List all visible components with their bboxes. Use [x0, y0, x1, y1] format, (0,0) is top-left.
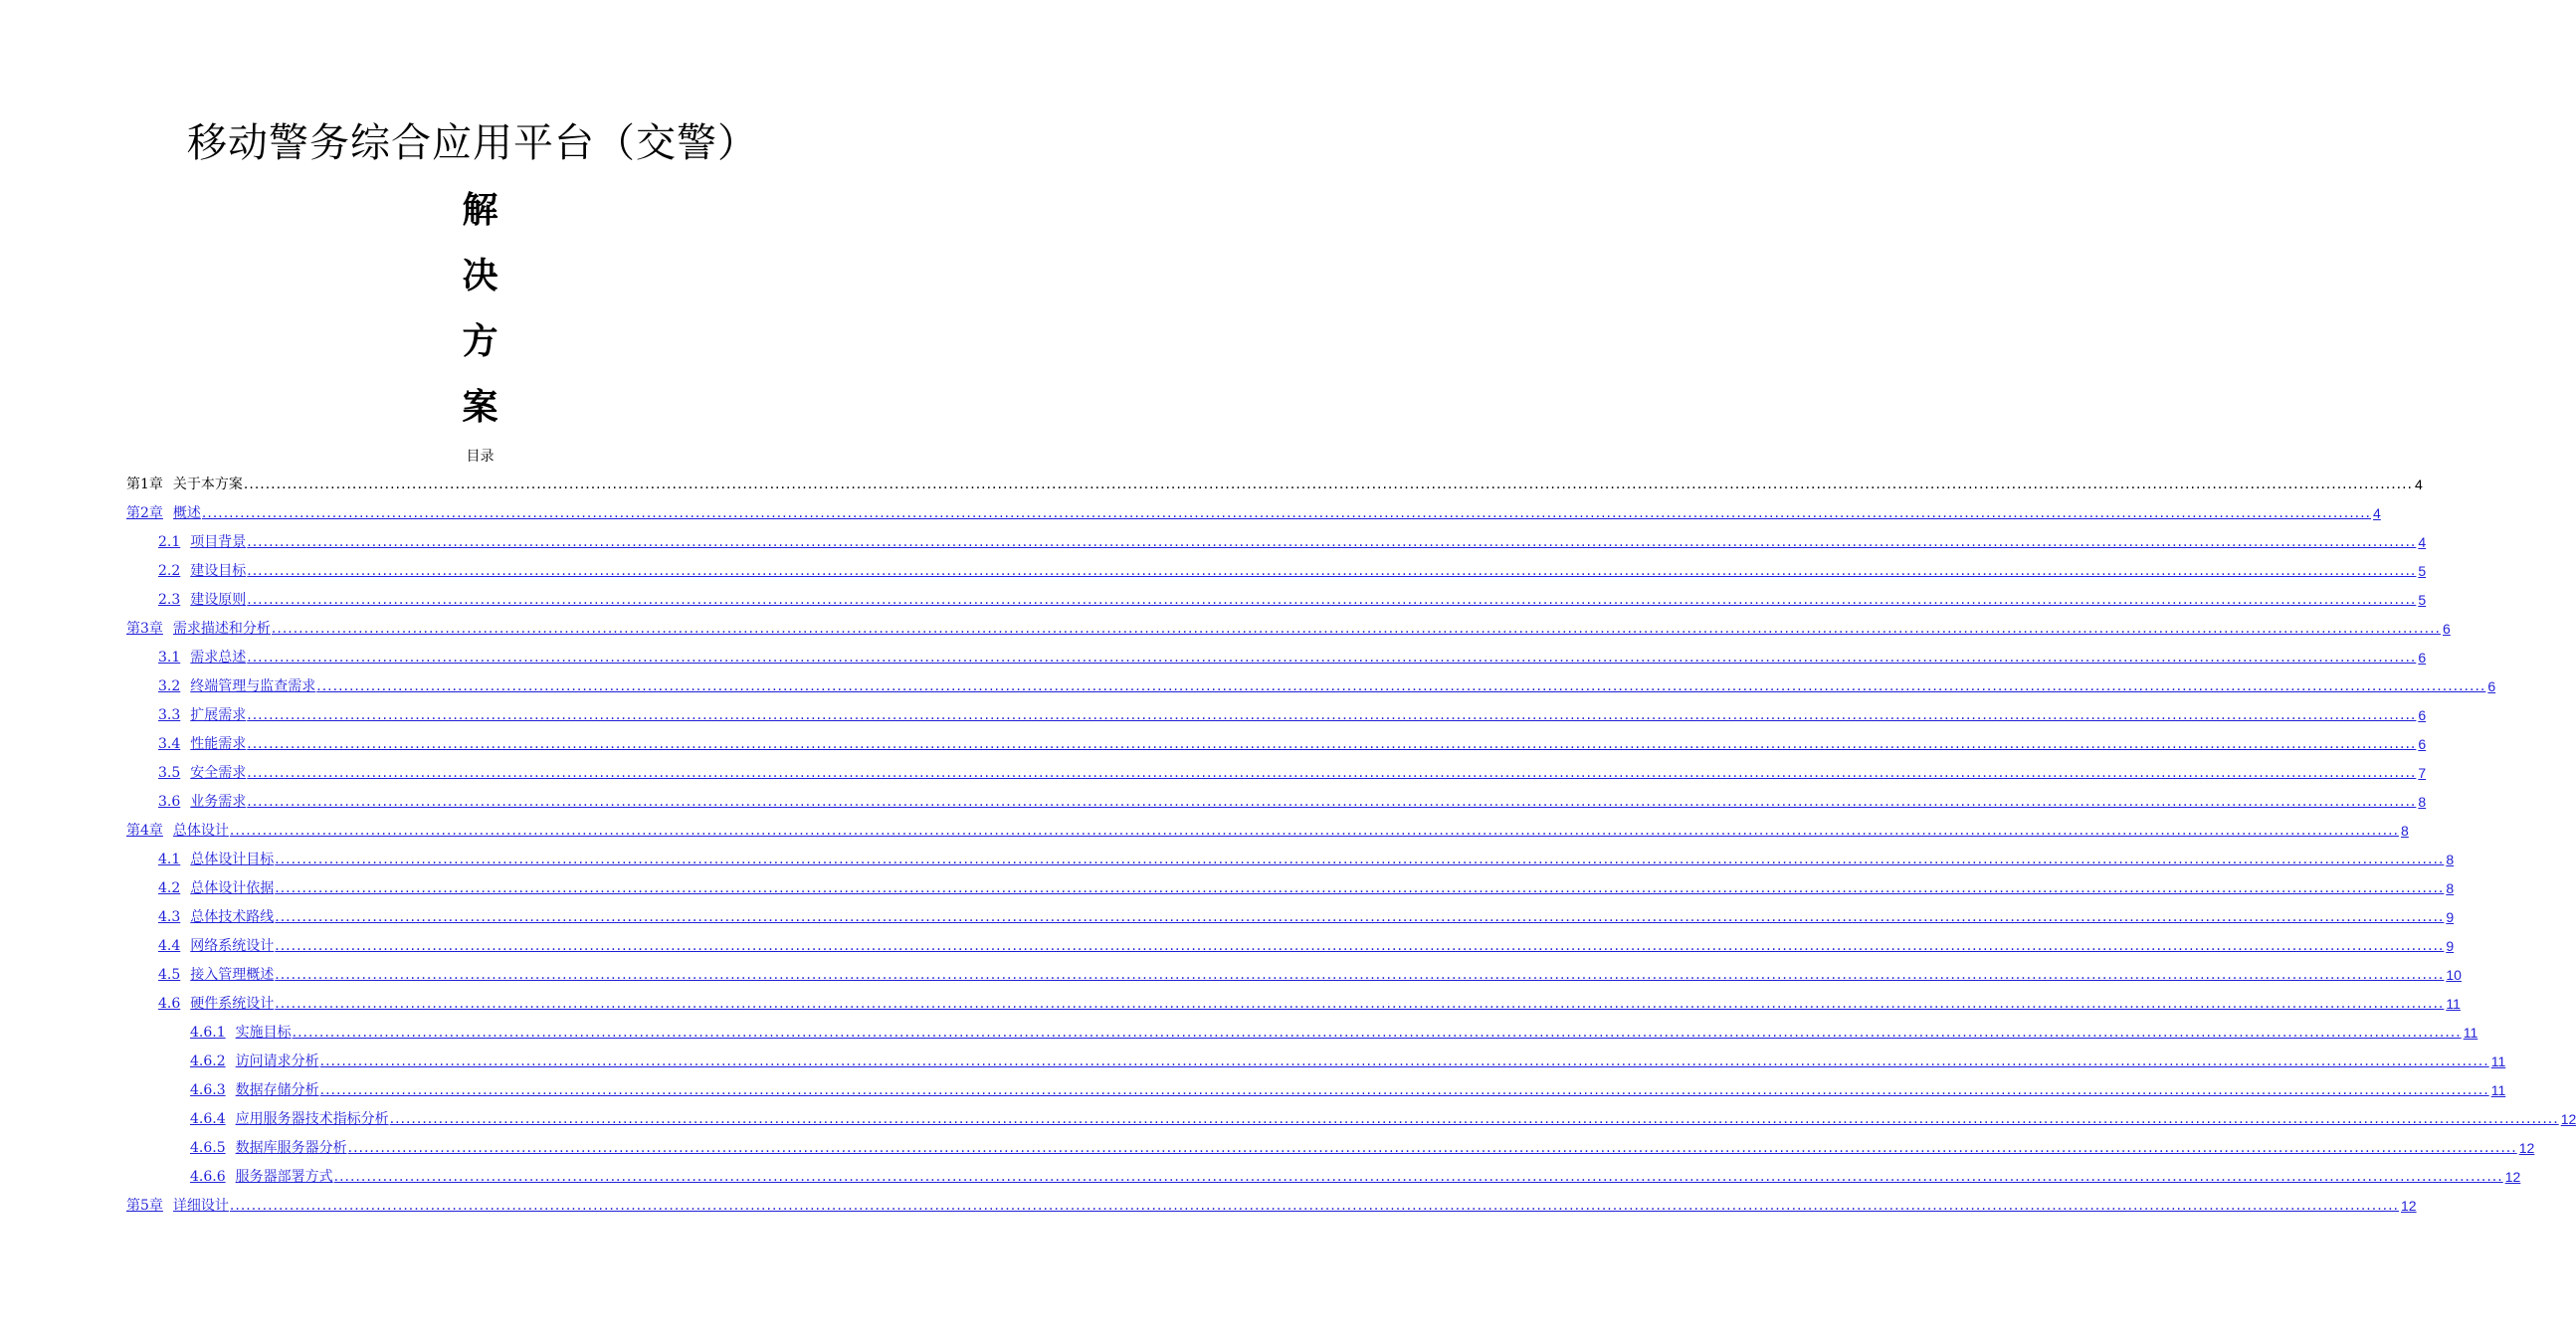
toc-entry-title: 总体设计 — [172, 823, 229, 839]
toc-entry-page-number: 12 — [2504, 1169, 2521, 1185]
toc-entry[interactable] — [158, 933, 2455, 955]
toc-leader-dots: ................................................................................................................................................................................................................................................................................................................................................................................................................ — [275, 967, 2445, 983]
toc-entry-title: 关于本方案 — [172, 477, 243, 492]
toc-entry — [126, 472, 2423, 493]
toc-entry[interactable] — [190, 1164, 2521, 1186]
toc-leader-dots: ................................................................................................................................................................................................................................................................................................................................................................................................................ — [247, 563, 2417, 579]
toc-entry-page-number: 8 — [2401, 823, 2409, 839]
toc-entry[interactable] — [126, 500, 2381, 522]
toc-entry-number: 4.6 — [158, 996, 181, 1012]
toc-entry[interactable] — [126, 818, 2409, 840]
toc-leader-dots: ................................................................................................................................................................................................................................................................................................................................................................................................................ — [247, 592, 2417, 608]
toc-entry-title: 扩展需求 — [190, 707, 247, 723]
toc-entry-number: 4.3 — [158, 909, 181, 925]
toc-entry-title: 应用服务器技术指标分析 — [235, 1111, 389, 1127]
toc-entry-number: 3.6 — [158, 794, 181, 810]
toc-entry[interactable] — [158, 962, 2462, 984]
toc-leader-dots: ................................................................................................................................................................................................................................................................................................................................................................................................................ — [247, 765, 2417, 781]
toc-entry-title: 服务器部署方式 — [235, 1169, 333, 1185]
toc-entry[interactable] — [158, 645, 2427, 667]
toc-leader-dots: ................................................................................................................................................................................................................................................................................................................................................................................................................ — [333, 1169, 2503, 1185]
toc-entry[interactable] — [190, 1106, 2576, 1128]
toc-entry[interactable] — [158, 731, 2427, 753]
toc-entry[interactable] — [190, 1077, 2506, 1099]
toc-entry-page-number: 7 — [2418, 765, 2427, 781]
toc-entry-number: 3.2 — [158, 678, 181, 694]
toc-entry-number: 4.2 — [158, 880, 181, 896]
toc-entry-page-number: 4 — [2415, 477, 2423, 492]
toc-entry[interactable] — [158, 558, 2427, 580]
toc-entry-page-number: 8 — [2446, 880, 2455, 896]
toc-entry-title: 业务需求 — [190, 794, 247, 810]
toc-entry-number: 4.6.5 — [190, 1140, 226, 1156]
toc-entry[interactable] — [158, 991, 2461, 1013]
subtitle-char-1: 解 — [462, 190, 498, 231]
toc-entry-number: 3.1 — [158, 650, 181, 666]
toc-entry-number: 4.1 — [158, 852, 181, 867]
toc-entry-title: 安全需求 — [190, 765, 247, 781]
toc-entry-number: 2.3 — [158, 592, 181, 608]
toc-entry[interactable] — [190, 1020, 2478, 1042]
toc-entry-page-number: 11 — [2446, 996, 2461, 1012]
toc-entry-title: 数据库服务器分析 — [235, 1140, 347, 1156]
toc-leader-dots: ................................................................................................................................................................................................................................................................................................................................................................................................................ — [275, 880, 2445, 896]
toc-entry-page-number: 6 — [2487, 678, 2496, 694]
toc-leader-dots: ................................................................................................................................................................................................................................................................................................................................................................................................................ — [319, 1082, 2489, 1098]
toc-entry[interactable] — [190, 1049, 2506, 1070]
toc-entry-title: 终端管理与监查需求 — [190, 678, 316, 694]
toc-entry-title: 数据存储分析 — [235, 1082, 319, 1098]
toc-entry-page-number: 11 — [2463, 1025, 2478, 1041]
toc-entry-page-number: 5 — [2418, 592, 2427, 608]
toc-entry-title: 建设目标 — [190, 563, 247, 579]
toc-heading: 目录 — [466, 449, 495, 465]
toc-entry-number: 4.6.4 — [190, 1111, 226, 1127]
toc-entry-page-number: 6 — [2418, 707, 2427, 723]
toc-entry-number: 第5章 — [126, 1198, 163, 1214]
toc-entry-page-number: 10 — [2446, 967, 2462, 983]
toc-entry-page-number: 12 — [2560, 1111, 2576, 1127]
toc-entry-title: 需求总述 — [190, 650, 247, 666]
toc-entry-number: 第1章 — [126, 477, 163, 492]
toc-entry-number: 3.3 — [158, 707, 181, 723]
toc-leader-dots: ................................................................................................................................................................................................................................................................................................................................................................................................................ — [201, 505, 2371, 521]
toc-entry-title: 实施目标 — [235, 1025, 292, 1041]
toc-entry[interactable] — [158, 673, 2496, 695]
toc-entry-number: 第4章 — [126, 823, 163, 839]
toc-entry-number: 第3章 — [126, 621, 163, 637]
toc-leader-dots: ................................................................................................................................................................................................................................................................................................................................................................................................................ — [247, 794, 2417, 810]
toc-entry-page-number: 9 — [2446, 909, 2455, 925]
toc-leader-dots: ................................................................................................................................................................................................................................................................................................................................................................................................................ — [319, 1053, 2489, 1069]
toc-leader-dots: ................................................................................................................................................................................................................................................................................................................................................................................................................ — [247, 534, 2417, 550]
toc-entry-title: 需求描述和分析 — [172, 621, 271, 637]
toc-leader-dots: ................................................................................................................................................................................................................................................................................................................................................................................................................ — [247, 707, 2417, 723]
toc-entry[interactable] — [158, 529, 2427, 551]
toc-entry-number: 第2章 — [126, 505, 163, 521]
toc-entry-number: 3.5 — [158, 765, 181, 781]
toc-leader-dots: ................................................................................................................................................................................................................................................................................................................................................................................................................ — [243, 477, 2413, 492]
toc-leader-dots: ................................................................................................................................................................................................................................................................................................................................................................................................................ — [271, 621, 2441, 637]
toc-entry-page-number: 6 — [2443, 621, 2451, 637]
subtitle-char-2: 决 — [462, 256, 498, 296]
toc-entry[interactable] — [158, 760, 2427, 782]
toc-entry-title: 网络系统设计 — [190, 938, 275, 954]
toc-leader-dots: ................................................................................................................................................................................................................................................................................................................................................................................................................ — [229, 823, 2399, 839]
toc-entry-number: 4.5 — [158, 967, 181, 983]
toc-entry-page-number: 4 — [2373, 505, 2381, 521]
toc-entry-title: 总体设计依据 — [190, 880, 275, 896]
toc-entry-page-number: 6 — [2418, 736, 2427, 752]
toc-entry-title: 总体技术路线 — [190, 909, 275, 925]
toc-leader-dots: ................................................................................................................................................................................................................................................................................................................................................................................................................ — [247, 736, 2417, 752]
toc-entry[interactable] — [126, 1193, 2417, 1215]
toc-entry-title: 概述 — [172, 505, 201, 521]
toc-entry-number: 2.1 — [158, 534, 181, 550]
toc-entry[interactable] — [126, 616, 2451, 638]
toc-leader-dots: ................................................................................................................................................................................................................................................................................................................................................................................................................ — [316, 678, 2486, 694]
document-title: 移动警务综合应用平台（交警） — [187, 120, 758, 166]
toc-leader-dots: ................................................................................................................................................................................................................................................................................................................................................................................................................ — [247, 650, 2417, 666]
toc-leader-dots: ................................................................................................................................................................................................................................................................................................................................................................................................................ — [275, 938, 2445, 954]
toc-leader-dots: ................................................................................................................................................................................................................................................................................................................................................................................................................ — [347, 1140, 2517, 1156]
toc-entry-title: 项目背景 — [190, 534, 247, 550]
toc-entry[interactable] — [158, 875, 2455, 897]
subtitle-char-3: 方 — [462, 321, 498, 362]
toc-entry[interactable] — [190, 1135, 2535, 1157]
toc-leader-dots: ................................................................................................................................................................................................................................................................................................................................................................................................................ — [292, 1025, 2462, 1041]
toc-entry[interactable] — [158, 904, 2455, 926]
toc-entry-page-number: 8 — [2446, 852, 2455, 867]
toc-entry-title: 硬件系统设计 — [190, 996, 275, 1012]
toc-entry-number: 4.6.6 — [190, 1169, 226, 1185]
toc-entry-page-number: 5 — [2418, 563, 2427, 579]
toc-entry-page-number: 11 — [2490, 1053, 2506, 1069]
toc-entry-page-number: 12 — [2401, 1198, 2417, 1214]
toc-leader-dots: ................................................................................................................................................................................................................................................................................................................................................................................................................ — [389, 1111, 2559, 1127]
toc-entry-number: 4.6.3 — [190, 1082, 226, 1098]
toc-entry-page-number: 8 — [2418, 794, 2427, 810]
toc-entry-title: 访问请求分析 — [235, 1053, 319, 1069]
toc-entry-number: 3.4 — [158, 736, 181, 752]
toc-entry[interactable] — [158, 587, 2427, 609]
toc-entry-number: 2.2 — [158, 563, 181, 579]
toc-leader-dots: ................................................................................................................................................................................................................................................................................................................................................................................................................ — [275, 909, 2445, 925]
toc-entry-number: 4.6.1 — [190, 1025, 226, 1041]
toc-entry[interactable] — [158, 702, 2427, 724]
toc-entry-title: 详细设计 — [172, 1198, 229, 1214]
toc-leader-dots: ................................................................................................................................................................................................................................................................................................................................................................................................................ — [275, 852, 2445, 867]
toc-leader-dots: ................................................................................................................................................................................................................................................................................................................................................................................................................ — [275, 996, 2445, 1012]
toc-entry[interactable] — [158, 847, 2455, 868]
toc-entry-number: 4.4 — [158, 938, 181, 954]
toc-entry-page-number: 12 — [2518, 1140, 2535, 1156]
toc-entry-title: 性能需求 — [190, 736, 247, 752]
toc-entry-page-number: 11 — [2490, 1082, 2506, 1098]
toc-leader-dots: ................................................................................................................................................................................................................................................................................................................................................................................................................ — [229, 1198, 2399, 1214]
toc-entry-title: 接入管理概述 — [190, 967, 275, 983]
toc-entry-number: 4.6.2 — [190, 1053, 226, 1069]
toc-entry-page-number: 9 — [2446, 938, 2455, 954]
toc-entry-title: 总体设计目标 — [190, 852, 275, 867]
subtitle-char-4: 案 — [462, 387, 498, 428]
toc-entry-title: 建设原则 — [190, 592, 247, 608]
toc-entry-page-number: 4 — [2418, 534, 2427, 550]
toc-entry[interactable] — [158, 789, 2427, 811]
toc-entry-page-number: 6 — [2418, 650, 2427, 666]
